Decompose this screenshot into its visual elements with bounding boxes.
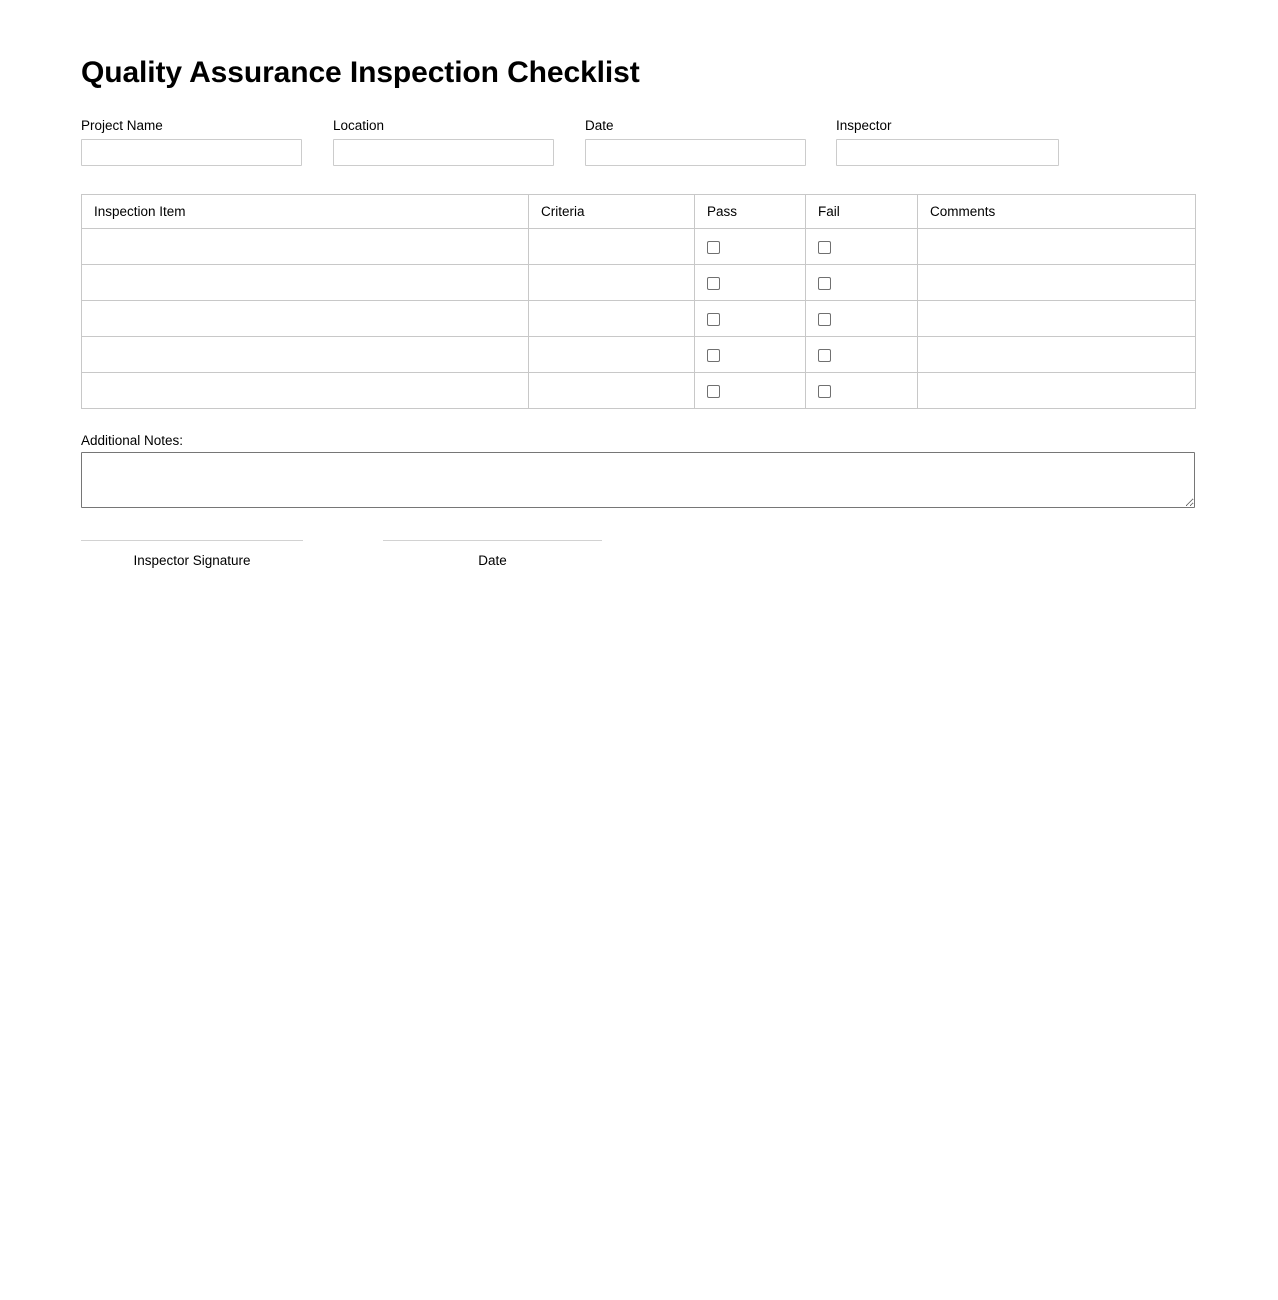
cell-inspection-item [82,265,529,301]
signature-block-date [383,540,602,569]
cell-criteria [529,229,695,265]
cell-inspection-item [82,337,529,373]
additional-notes-textarea[interactable] [81,452,1195,508]
fail-checkbox[interactable] [818,349,831,362]
pass-checkbox[interactable] [707,277,720,290]
fail-checkbox[interactable] [818,241,831,254]
column-header-fail: Fail [806,195,918,229]
column-header-inspection-item: Inspection Item [82,195,529,229]
pass-checkbox[interactable] [707,313,720,326]
location-input[interactable] [333,139,554,166]
criteria-input[interactable] [541,265,694,300]
comments-input[interactable] [930,301,1195,336]
inspection-item-input[interactable] [94,337,528,372]
date-label: Date [585,118,614,133]
cell-criteria [529,301,695,337]
inspection-table [81,194,1196,409]
column-header-pass: Pass [695,195,806,229]
comments-input[interactable] [930,373,1195,408]
cell-inspection-item [82,301,529,337]
inspection-item-input[interactable] [94,229,528,264]
table-header-row [82,195,1196,229]
comments-input[interactable] [930,229,1195,264]
inspection-item-input[interactable] [94,301,528,336]
cell-inspection-item [82,229,529,265]
header-fields [81,118,1195,170]
date-input[interactable] [585,139,806,166]
cell-criteria [529,373,695,409]
signature-row [81,540,1195,580]
cell-pass [695,301,806,337]
cell-comments [918,337,1196,373]
inspection-item-input[interactable] [94,373,528,408]
project-name-input[interactable] [81,139,302,166]
criteria-input[interactable] [541,229,694,264]
location-label: Location [333,118,385,133]
cell-comments [918,301,1196,337]
field-inspector [836,118,1059,166]
signature-date-line [383,540,602,541]
fail-checkbox[interactable] [818,313,831,326]
project-name-label: Project Name [81,118,163,133]
inspector-input[interactable] [836,139,1059,166]
cell-pass [695,337,806,373]
pass-checkbox[interactable] [707,349,720,362]
cell-comments [918,229,1196,265]
criteria-input[interactable] [541,301,694,336]
cell-fail [806,265,918,301]
field-date [585,118,806,166]
fail-checkbox[interactable] [818,385,831,398]
column-header-criteria: Criteria [529,195,695,229]
cell-inspection-item [82,373,529,409]
signature-date-caption: Date [478,553,507,568]
additional-notes-label: Additional Notes: [81,433,184,448]
criteria-input[interactable] [541,337,694,372]
table-row [82,229,1196,265]
fail-checkbox[interactable] [818,277,831,290]
table-row [82,265,1196,301]
table-row [82,337,1196,373]
table-row [82,301,1196,337]
inspection-item-input[interactable] [94,265,528,300]
inspector-label: Inspector [836,118,892,133]
cell-fail [806,229,918,265]
signature-block-inspector [81,540,303,569]
cell-pass [695,265,806,301]
comments-input[interactable] [930,265,1195,300]
cell-pass [695,229,806,265]
cell-pass [695,373,806,409]
field-project-name [81,118,302,166]
cell-fail [806,337,918,373]
cell-fail [806,373,918,409]
comments-input[interactable] [930,337,1195,372]
pass-checkbox[interactable] [707,385,720,398]
table-row [82,373,1196,409]
cell-comments [918,373,1196,409]
signature-line [81,540,303,541]
cell-criteria [529,337,695,373]
cell-criteria [529,265,695,301]
field-location [333,118,554,166]
cell-comments [918,265,1196,301]
criteria-input[interactable] [541,373,694,408]
page-title: Quality Assurance Inspection Checklist [81,56,640,89]
cell-fail [806,301,918,337]
inspector-signature-caption: Inspector Signature [133,553,251,568]
column-header-comments: Comments [918,195,1196,229]
pass-checkbox[interactable] [707,241,720,254]
